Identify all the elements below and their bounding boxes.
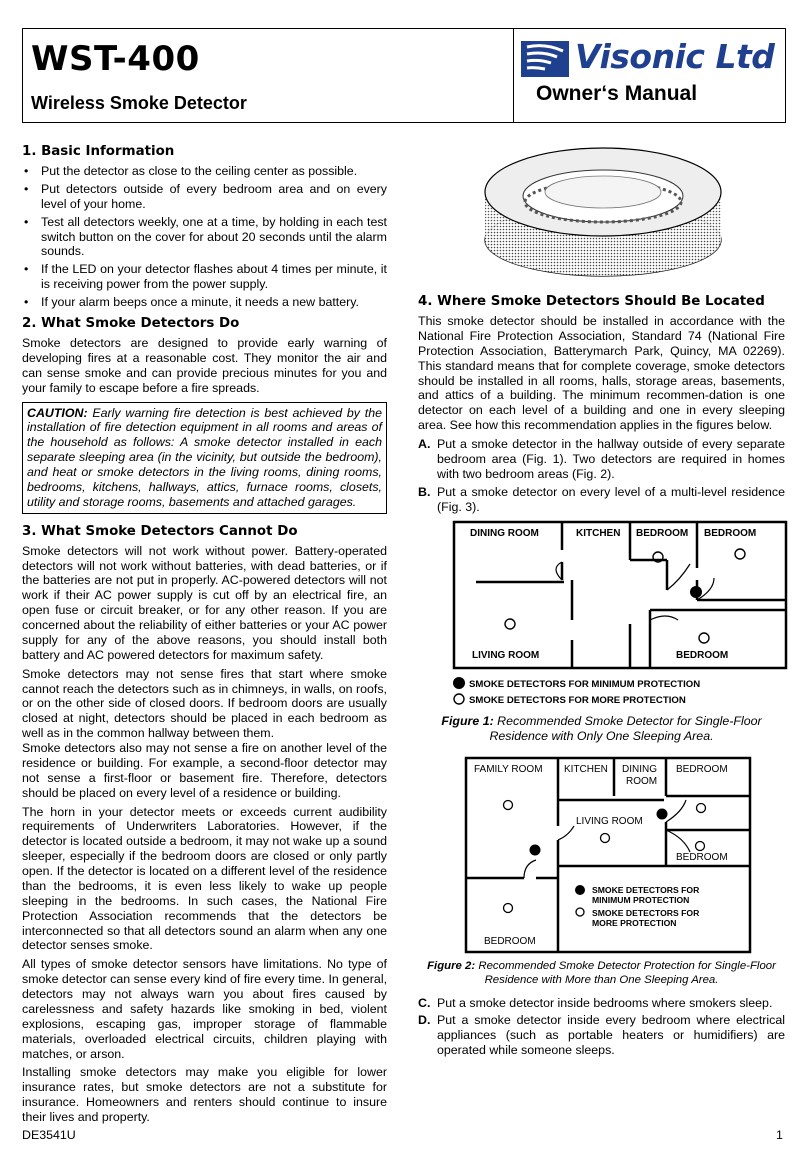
section-3-paragraph: Installing smoke detectors may make you eligible for lower insurance rates, but smoke detectors are not a substitute for insurance. Homeowners and renters should continue to insure their lives and property.	[22, 1065, 387, 1125]
room-label: KITCHEN	[564, 764, 608, 776]
section-2-paragraph: Smoke detectors are designed to provide early warning of developing fires at a reasonable cost. They monitor the air and can sense smoke and can provide precious minutes for you and your family to escape before a fire spreads.	[22, 336, 387, 395]
figure-1-floor-plan	[452, 520, 792, 710]
section-3-paragraph: The horn in your detector meets or exceeds current audibility requirements of Underwriters Laboratories. However, if the detector is located outside a bedroom, it may not wake up a sound sleeper, especially if the bedroom doors are closed or only partly open. If the detector is located on a different level of the residence than the bedrooms, it is even less likely to wake up people sleeping in the bedrooms. In such cases, the National Fire Protection Association recommends that the detectors be interconnected so that all detectors sound an alarm when any one detector senses smoke.	[22, 804, 387, 953]
legend-minimum-label: SMOKE DETECTORS FOR	[592, 885, 700, 896]
room-label: DINING	[622, 764, 657, 776]
product-name: WST-400	[31, 39, 200, 79]
detector-more-icon	[697, 804, 706, 813]
legend-minimum-label: MINIMUM PROTECTION	[592, 895, 690, 906]
caption-text: Recommended Smoke Detector for Single-Floor Residence with Only One Sleeping Area.	[489, 714, 762, 744]
list-item	[418, 437, 785, 482]
room-label: BEDROOM	[484, 936, 536, 948]
detector-more-icon	[735, 549, 745, 559]
room-label: BEDROOM	[676, 764, 728, 776]
manual-title: Owner‘s Manual	[536, 82, 698, 105]
room-label: BEDROOM	[704, 528, 757, 540]
section-2-heading: 2. What Smoke Detectors Do	[22, 315, 240, 331]
legend-more-icon	[454, 694, 464, 704]
section-4-heading: 4. Where Smoke Detectors Should Be Located	[418, 294, 765, 309]
caution-box	[22, 402, 387, 514]
detector-more-icon	[601, 834, 610, 843]
legend-more-label: MORE PROTECTION	[592, 918, 677, 929]
legend-minimum-label: SMOKE DETECTORS FOR MINIMUM PROTECTION	[469, 679, 701, 691]
header-box	[22, 28, 786, 123]
header-divider	[513, 29, 514, 122]
room-label: KITCHEN	[576, 528, 621, 540]
section-3-paragraph: Smoke detectors also may not sense a fire on another level of the residence or building. For example, a second-floor detector may not sense a first-floor or basement fire. Therefore, detectors should be placed on every level of a residence or building.	[22, 741, 387, 800]
brand-logo	[521, 37, 779, 83]
detector-minimum-icon	[690, 586, 702, 598]
list-item-text: Put a smoke detector on every level of a multi-level residence (Fig. 3).	[437, 484, 785, 514]
room-label: DINING ROOM	[470, 528, 539, 540]
room-label: ROOM	[626, 776, 658, 788]
list-item: • Test all detectors weekly, one at a time, by holding in each test switch button on the cover for about 20 seconds until the alarm sounds.	[22, 215, 387, 260]
figure-2-floor-plan	[464, 756, 754, 956]
left-column	[22, 138, 387, 1129]
caution-text: Early warning fire detection is best achieved by the installation of fire detection equipment in all rooms and areas of the household as follows: A smoke detector installed in each separate sleeping area (in the vicinity, but outside the bedroom), and heat or smoke detectors in the living rooms, dining rooms, bedrooms, kitchens, hallways, attics, furnace rooms, closets, utility and storage rooms, basements and attached garages.	[27, 405, 382, 509]
list-item-text: Put a smoke detector inside every bedroom where electrical appliances (such as portable heaters or humidifiers) are operated while someone sleeps.	[437, 1013, 785, 1058]
section-3-paragraph: Smoke detectors will not work without power. Battery-operated detectors will not work without batteries, with dead batteries, or if the batteries are not put in properly. AC-powered detectors will not work if their AC power supply is cut off by an electrical fire, an open fuse or circuit breaker, or for any other reason. If you are concerned about the reliability of either batteries or your AC power supply for any of the above reasons, you should install both battery and AC powered detectors for maximum safety.	[22, 543, 387, 662]
legend-more-label: SMOKE DETECTORS FOR MORE PROTECTION	[469, 695, 686, 707]
detector-more-icon	[696, 842, 705, 851]
legend-minimum-icon	[575, 885, 585, 895]
list-letter: D.	[418, 1013, 431, 1028]
detector-more-icon	[699, 633, 709, 643]
section-1-heading: 1. Basic Information	[22, 144, 175, 159]
detector-minimum-icon	[657, 809, 668, 820]
page-number: 1	[776, 1128, 783, 1142]
visonic-logo-icon	[521, 41, 569, 77]
room-label: BEDROOM	[636, 528, 689, 540]
legend-more-icon	[576, 908, 584, 916]
brand-name: Visonic Ltd	[575, 37, 775, 76]
list-item: • If your alarm beeps once a minute, it needs a new battery.	[22, 295, 387, 310]
room-label: LIVING ROOM	[472, 650, 540, 662]
room-label: LIVING ROOM	[576, 816, 643, 828]
detector-more-icon	[504, 904, 513, 913]
document-code: DE3541U	[22, 1128, 76, 1142]
section-3-paragraph: Smoke detectors may not sense fires that start where smoke cannot reach the detectors such as in chimneys, in walls, on roofs, or on the other side of closed doors. If bedroom doors are usually closed at night, detectors should be placed in each bedroom as well as in the common hallway between them.	[22, 666, 387, 741]
list-letter: C.	[418, 995, 431, 1010]
list-item	[418, 1013, 785, 1058]
section-3-paragraph: All types of smoke detector sensors have limitations. No type of smoke detector can sense every kind of fire every time. In general, detectors may not always warn you about fires caused by carelessness and safety hazards like smoking in bed, violent explosions, escaping gas, improper storage of flammable materials, overloaded electrical circuits, children playing with matches, or arson.	[22, 957, 388, 1061]
list-letter: B.	[418, 484, 431, 499]
figure-1-caption	[418, 714, 785, 744]
legend-minimum-icon	[453, 677, 465, 689]
section-4-paragraph: This smoke detector should be installed in accordance with the National Fire Protection Association, Standard 74 (National Fire Protection Association, Batterymarch Park, Quincy, MA 02269). This standard means that for complete coverage, smoke detectors should be installed in all rooms, halls, storage areas, basements, and attics of a building. The minimum recommen-dation is one detector on each level of a building and one in every sleeping area. See how this recommendation applies in the figures below.	[418, 314, 785, 433]
right-column	[418, 138, 785, 1061]
list-item	[418, 996, 785, 1011]
smoke-detector-photo	[478, 132, 728, 284]
list-letter: A.	[418, 437, 431, 452]
list-item: • Put the detector as close to the ceiling center as possible.	[22, 164, 387, 179]
caption-text: Recommended Smoke Detector Protection for Single-Floor Residence with More than One Sleeping Area.	[475, 960, 776, 986]
legend-more-label: SMOKE DETECTORS FOR	[592, 908, 700, 919]
room-label: BEDROOM	[676, 852, 728, 864]
placement-list-cd	[418, 996, 785, 1059]
room-label: FAMILY ROOM	[474, 764, 543, 776]
list-item	[418, 485, 785, 515]
section-3-heading: 3. What Smoke Detectors Cannot Do	[22, 523, 298, 539]
basic-info-list	[22, 164, 387, 310]
list-item: • If the LED on your detector flashes about 4 times per minute, it is receiving power from the power supply.	[22, 262, 387, 292]
caption-label: Figure 1:	[441, 714, 494, 729]
product-subtitle: Wireless Smoke Detector	[31, 93, 247, 113]
caution-label: CAUTION:	[27, 405, 88, 420]
room-label: BEDROOM	[676, 650, 729, 662]
caption-label: Figure 2:	[427, 960, 476, 973]
list-item-text: Put a smoke detector inside bedrooms where smokers sleep.	[437, 995, 773, 1010]
detector-more-icon	[504, 801, 513, 810]
detector-more-icon	[505, 619, 515, 629]
list-item-text: Put a smoke detector in the hallway outside of every separate bedroom area (Fig. 1). Two detectors are required in homes with two bedroom areas (Fig. 2).	[437, 437, 785, 481]
figure-2-caption	[418, 960, 785, 987]
placement-list-ab	[418, 437, 785, 514]
detector-minimum-icon	[530, 845, 541, 856]
list-item: • Put detectors outside of every bedroom area and on every level of your home.	[22, 182, 387, 212]
